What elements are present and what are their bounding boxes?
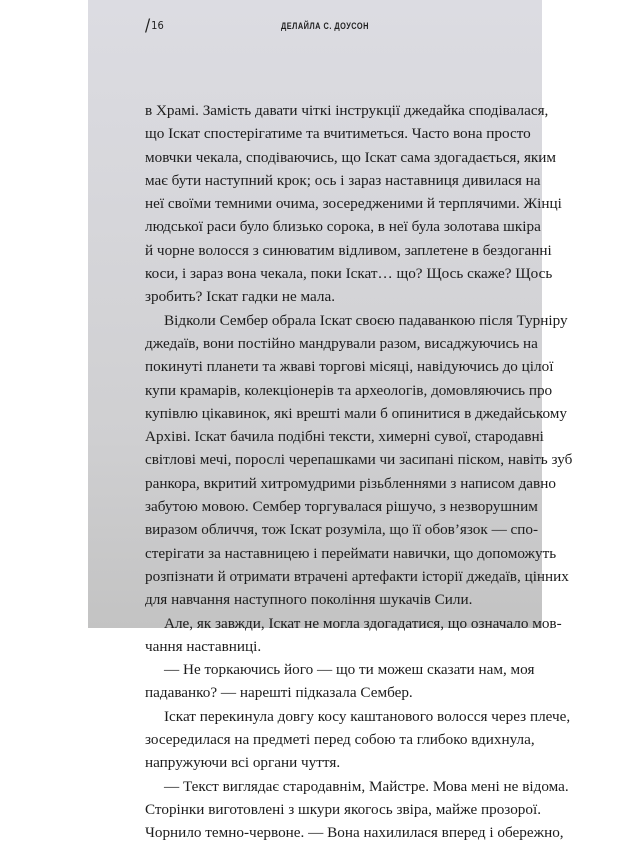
text-line: стерігати за наставницею і переймати навички, що допоможуть: [145, 544, 557, 562]
text-line: падаванко? — нарешті підказала Сембер.: [145, 684, 413, 702]
text-line: джедаїв, вони постійно мандрували разом, висаджуючись на: [145, 334, 538, 352]
text-line: зробить? Іскат гадки не мала.: [145, 288, 336, 306]
text-line: виразом обличчя, тож Іскат розуміла, що її обов’язок — спо-: [145, 521, 539, 539]
text-line: зосередилася на предметі перед собою та глибоко вдихнула,: [145, 731, 535, 749]
text-line: мовчки чекала, сподіваючись, що Іскат сама здогадається, яким: [145, 148, 557, 166]
page-number-value: 16: [151, 19, 164, 32]
text-line: Сторінки виготовлені з шкури якогось звіра, майже прозорої.: [145, 800, 541, 818]
text-line: забутою мовою. Сембер торгувалася рішучо, з незворушним: [145, 498, 538, 516]
text-line: має бути наступний крок; ось і зараз наставниця дивилася на: [145, 171, 541, 189]
text-line: в Храмі. Замість давати чіткі інструкції джедайка сподівалася,: [145, 102, 549, 119]
text-line: Відколи Сембер обрала Іскат своєю падаванкою після Турніру: [164, 311, 568, 329]
text-line: коси, і зараз вона чекала, поки Іскат… що? Щось скаже? Щось: [145, 265, 553, 283]
text-line: й чорне волосся з синюватим відливом, заплетене в бездоганні: [145, 241, 552, 259]
text-line: неї своїми темними очима, зосередженими й терплячими. Жінці: [145, 195, 562, 213]
text-line: напружуючи всі органи чуття.: [145, 754, 341, 772]
text-line: для навчання наступного покоління шукачів Сили.: [145, 591, 473, 609]
page-number-slash: /: [145, 16, 151, 36]
text-line: Іскат перекинула довгу косу каштанового волосся через плече,: [164, 707, 571, 725]
text-line: купівлю цікавинок, які врешті мали б опинитися в джедайському: [145, 404, 567, 422]
text-line: що Іскат спостерігатиме та вчитиметься. Часто вона просто: [145, 125, 531, 143]
page-number: [145, 16, 164, 36]
running-head-author: ДЕЛАЙЛА С. ДОУСОН: [281, 21, 369, 31]
running-head: [145, 16, 505, 36]
text-line: — Текст виглядає стародавнім, Майстре. Мова мені не відома.: [164, 777, 569, 795]
text-line: покинуті планети та жваві торгові місяці, навідуючись до цілої: [145, 358, 554, 376]
text-line: — Не торкаючись його — що ти можеш сказати нам, моя: [164, 661, 535, 679]
body-text: [145, 99, 573, 845]
text-line: ранкора, вкритий хитромудрими різьбленнями з написом давно: [145, 474, 556, 492]
text-line: Архіві. Іскат бачила подібні тексти, химерні сувої, стародавні: [145, 428, 544, 446]
text-line: світлові мечі, порослі черепашками чи засипані піском, навіть зуб: [145, 451, 573, 469]
text-line: людської раси було близько сорока, в неї була золотава шкіра: [145, 218, 541, 236]
text-line: Чорнило темно-червоне. — Вона нахилилася вперед і обережно,: [145, 824, 564, 842]
text-line: Але, як завжди, Іскат не могла здогадатися, що означало мов-: [164, 614, 562, 632]
text-line: купи крамарів, колекціонерів та археологів, домовляючись про: [145, 381, 553, 399]
text-line: чання наставниці.: [145, 637, 262, 655]
book-page: [88, 0, 573, 842]
text-line: розпізнати й отримати втрачені артефакти історії джедаїв, цінних: [145, 567, 569, 585]
